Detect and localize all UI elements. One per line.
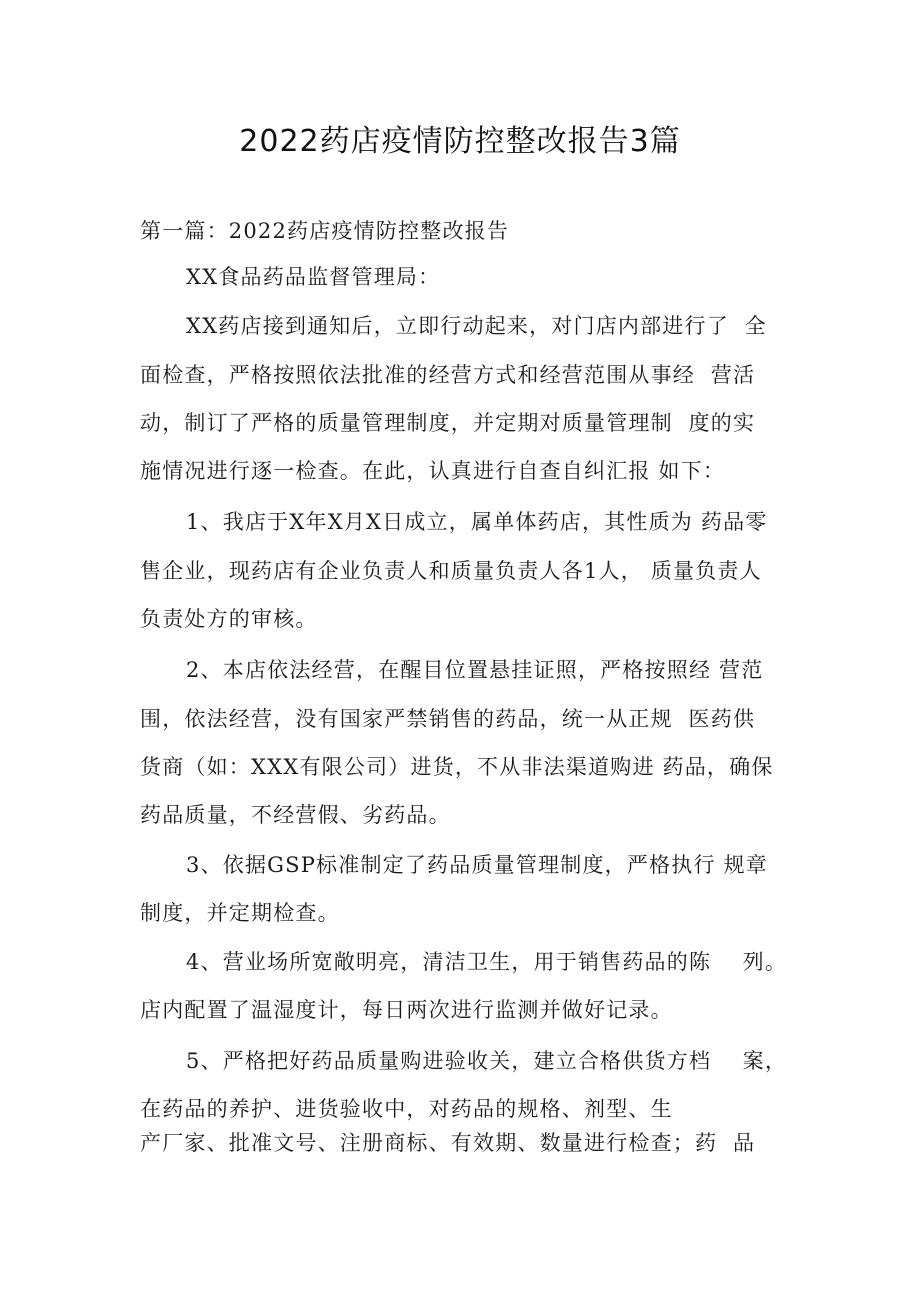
body-line: 制度，并定期检查。: [140, 901, 340, 925]
addressee-line: XX食品药品监督管理局：: [186, 265, 441, 289]
body-line: 动，制订了严格的质量管理制度，并定期对质量管理制 度的实: [140, 411, 756, 435]
body-line: 药品质量，不经营假、劣药品。: [140, 803, 451, 827]
body-line: 2、本店依法经营，在醒目位置悬挂证照，严格按照经 营范: [186, 658, 764, 682]
body-line: 1、我店于X年X月X日成立，属单体药店，其性质为 药品零: [186, 510, 768, 534]
body-line: 围，依法经营，没有国家严禁销售的药品，统一从正规 医药供: [140, 707, 756, 731]
body-line: 施情况进行逐一检查。在此，认真进行自查自纠汇报 如下：: [140, 459, 726, 483]
body-line: 货商（如：XXX有限公司）进货，不从非法渠道购进 药品，确保: [140, 755, 774, 779]
body-line: 3、依据GSP标准制定了药品质量管理制度，严格执行 规章: [186, 853, 768, 877]
body-line: 店内配置了温湿度计，每日两次进行监测并做好记录。: [140, 998, 673, 1022]
document-title: 2022药店疫情防控整改报告3篇: [239, 124, 681, 159]
body-line: XX药店接到通知后，立即行动起来，对门店内部进行了 全: [186, 314, 767, 338]
body-line: 产厂家、批准文号、注册商标、有效期、数量进行检查；药 品: [140, 1131, 756, 1155]
section-heading: 第一篇：2022药店疫情防控整改报告: [140, 219, 510, 243]
body-line: 5、严格把好药品质量购进验收关，建立合格供货方档 案，: [186, 1049, 788, 1073]
body-line: 4、营业场所宽敞明亮，清洁卫生，用于销售药品的陈 列。: [186, 950, 788, 974]
body-line: 在药品的养护、进货验收中，对药品的规格、剂型、生: [140, 1097, 673, 1121]
body-line: 售企业，现药店有企业负责人和质量负责人各1人， 质量负责人: [140, 559, 762, 583]
body-line: 负责处方的审核。: [140, 607, 318, 631]
body-line: 面检查，严格按照依法批准的经营方式和经营范围从事经 营活: [140, 363, 756, 387]
